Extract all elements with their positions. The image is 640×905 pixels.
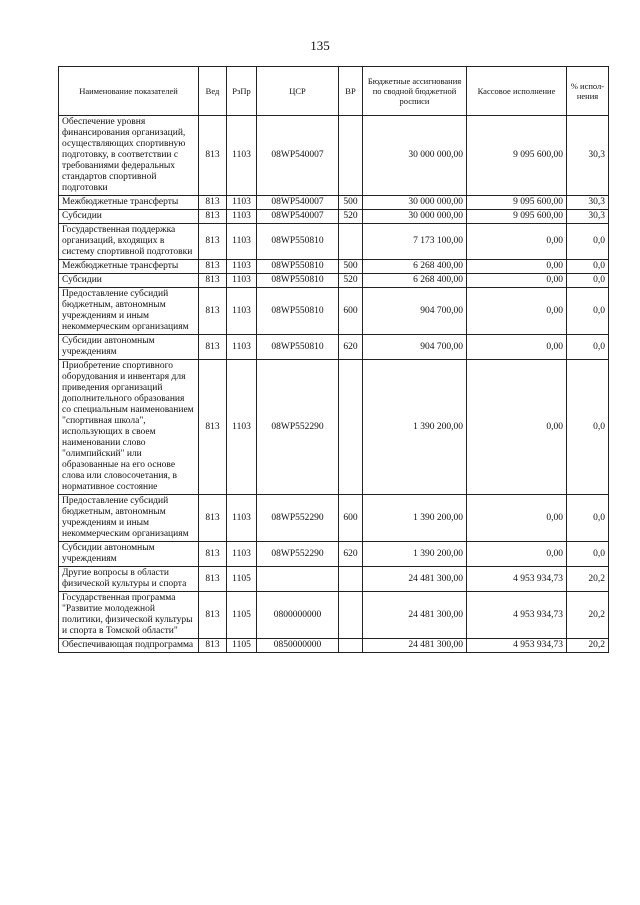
table-row xyxy=(59,224,609,260)
budget-table xyxy=(58,66,609,653)
row-name: Предоставление субсидий бюджетным, автономным учреждениям и иным некоммерческим организациям xyxy=(59,495,199,542)
row-vr: 500 xyxy=(339,260,363,274)
header-ved: Вед xyxy=(199,67,227,116)
table-row xyxy=(59,495,609,542)
table-row xyxy=(59,639,609,653)
row-percent: 0,0 xyxy=(567,288,609,335)
table-body xyxy=(59,116,609,653)
row-ved: 813 xyxy=(199,196,227,210)
row-name: Субсидии автономным учреждениям xyxy=(59,542,199,567)
row-cash-execution: 4 953 934,73 xyxy=(467,639,567,653)
row-vr: 620 xyxy=(339,542,363,567)
table-row xyxy=(59,274,609,288)
row-vr xyxy=(339,567,363,592)
row-csr: 08WP540007 xyxy=(257,210,339,224)
row-percent: 0,0 xyxy=(567,274,609,288)
row-ved: 813 xyxy=(199,335,227,360)
table-row xyxy=(59,542,609,567)
header-vr: ВР xyxy=(339,67,363,116)
row-rzpr: 1105 xyxy=(227,567,257,592)
row-rzpr: 1103 xyxy=(227,335,257,360)
row-percent: 0,0 xyxy=(567,360,609,495)
row-vr xyxy=(339,639,363,653)
row-name: Субсидии автономным учреждениям xyxy=(59,335,199,360)
row-csr: 08WP552290 xyxy=(257,360,339,495)
table-row xyxy=(59,288,609,335)
row-vr: 500 xyxy=(339,196,363,210)
row-name: Обеспечивающая подпрограмма xyxy=(59,639,199,653)
row-rzpr: 1103 xyxy=(227,224,257,260)
row-name: Государственная программа "Развитие молодежной политики, физической культуры и спорта в Томской области" xyxy=(59,592,199,639)
row-assignments: 24 481 300,00 xyxy=(363,567,467,592)
row-vr: 620 xyxy=(339,335,363,360)
row-csr: 08WP540007 xyxy=(257,116,339,196)
row-ved: 813 xyxy=(199,274,227,288)
row-cash-execution: 0,00 xyxy=(467,360,567,495)
row-percent: 20,2 xyxy=(567,592,609,639)
row-name: Государственная поддержка организаций, входящих в систему спортивной подготовки xyxy=(59,224,199,260)
row-percent: 20,2 xyxy=(567,567,609,592)
header-percent: % испол-нения xyxy=(567,67,609,116)
row-rzpr: 1103 xyxy=(227,196,257,210)
row-csr xyxy=(257,567,339,592)
row-vr: 600 xyxy=(339,288,363,335)
row-name: Обеспечение уровня финансирования организаций, осуществляющих спортивную подготовку, в соответствии с требованиями федеральных стандартов спортивной подготовки xyxy=(59,116,199,196)
row-csr: 08WP550810 xyxy=(257,288,339,335)
header-rzpr: РзПр xyxy=(227,67,257,116)
row-percent: 30,3 xyxy=(567,116,609,196)
row-cash-execution: 9 095 600,00 xyxy=(467,116,567,196)
row-rzpr: 1103 xyxy=(227,116,257,196)
row-ved: 813 xyxy=(199,542,227,567)
row-name: Межбюджетные трансферты xyxy=(59,260,199,274)
row-vr xyxy=(339,360,363,495)
row-percent: 30,3 xyxy=(567,210,609,224)
table-header-row xyxy=(59,67,609,116)
row-cash-execution: 4 953 934,73 xyxy=(467,567,567,592)
row-ved: 813 xyxy=(199,224,227,260)
row-assignments: 24 481 300,00 xyxy=(363,592,467,639)
row-cash-execution: 9 095 600,00 xyxy=(467,210,567,224)
row-rzpr: 1103 xyxy=(227,495,257,542)
header-cash-execution: Кассовое исполнение xyxy=(467,67,567,116)
table-row xyxy=(59,360,609,495)
row-cash-execution: 0,00 xyxy=(467,274,567,288)
table-row xyxy=(59,592,609,639)
row-name: Приобретение спортивного оборудования и инвентаря для приведения организаций дополнительного образования со специальным наименованием "спортивная школа", использующих в своем наименовании слово "олимпийский" или образованные на его основе слова или словосочетания, в нормативное состояние xyxy=(59,360,199,495)
table-row xyxy=(59,567,609,592)
table-row xyxy=(59,260,609,274)
row-vr: 520 xyxy=(339,210,363,224)
header-name: Наименование показателей xyxy=(59,67,199,116)
row-assignments: 30 000 000,00 xyxy=(363,210,467,224)
row-ved: 813 xyxy=(199,260,227,274)
row-ved: 813 xyxy=(199,567,227,592)
row-assignments: 1 390 200,00 xyxy=(363,495,467,542)
row-percent: 0,0 xyxy=(567,260,609,274)
row-ved: 813 xyxy=(199,495,227,542)
table-row xyxy=(59,116,609,196)
table-row xyxy=(59,196,609,210)
row-ved: 813 xyxy=(199,639,227,653)
row-rzpr: 1105 xyxy=(227,639,257,653)
row-percent: 0,0 xyxy=(567,495,609,542)
row-ved: 813 xyxy=(199,116,227,196)
row-name: Межбюджетные трансферты xyxy=(59,196,199,210)
row-ved: 813 xyxy=(199,288,227,335)
row-cash-execution: 4 953 934,73 xyxy=(467,592,567,639)
row-percent: 20,2 xyxy=(567,639,609,653)
row-ved: 813 xyxy=(199,210,227,224)
row-csr: 08WP552290 xyxy=(257,542,339,567)
row-vr: 520 xyxy=(339,274,363,288)
header-assignments: Бюджетные ассигнования по сводной бюджетной росписи xyxy=(363,67,467,116)
row-name: Субсидии xyxy=(59,274,199,288)
table-row xyxy=(59,335,609,360)
row-cash-execution: 0,00 xyxy=(467,260,567,274)
row-csr: 08WP540007 xyxy=(257,196,339,210)
row-rzpr: 1105 xyxy=(227,592,257,639)
row-rzpr: 1103 xyxy=(227,274,257,288)
page-number: 135 xyxy=(310,38,330,53)
row-rzpr: 1103 xyxy=(227,260,257,274)
row-assignments: 6 268 400,00 xyxy=(363,260,467,274)
row-cash-execution: 9 095 600,00 xyxy=(467,196,567,210)
row-assignments: 6 268 400,00 xyxy=(363,274,467,288)
row-csr: 0850000000 xyxy=(257,639,339,653)
row-assignments: 1 390 200,00 xyxy=(363,360,467,495)
row-csr: 08WP550810 xyxy=(257,274,339,288)
row-csr: 08WP550810 xyxy=(257,224,339,260)
row-ved: 813 xyxy=(199,360,227,495)
row-rzpr: 1103 xyxy=(227,288,257,335)
row-cash-execution: 0,00 xyxy=(467,542,567,567)
row-rzpr: 1103 xyxy=(227,210,257,224)
row-assignments: 904 700,00 xyxy=(363,335,467,360)
row-vr: 600 xyxy=(339,495,363,542)
row-ved: 813 xyxy=(199,592,227,639)
row-csr: 08WP552290 xyxy=(257,495,339,542)
row-vr xyxy=(339,592,363,639)
row-rzpr: 1103 xyxy=(227,542,257,567)
row-assignments: 7 173 100,00 xyxy=(363,224,467,260)
row-name: Предоставление субсидий бюджетным, автономным учреждениям и иным некоммерческим организациям xyxy=(59,288,199,335)
row-csr: 08WP550810 xyxy=(257,335,339,360)
row-cash-execution: 0,00 xyxy=(467,224,567,260)
row-cash-execution: 0,00 xyxy=(467,335,567,360)
row-assignments: 904 700,00 xyxy=(363,288,467,335)
table-row xyxy=(59,210,609,224)
row-percent: 0,0 xyxy=(567,335,609,360)
header-csr: ЦСР xyxy=(257,67,339,116)
row-csr: 08WP550810 xyxy=(257,260,339,274)
row-assignments: 24 481 300,00 xyxy=(363,639,467,653)
row-assignments: 1 390 200,00 xyxy=(363,542,467,567)
row-cash-execution: 0,00 xyxy=(467,288,567,335)
row-name: Субсидии xyxy=(59,210,199,224)
row-percent: 0,0 xyxy=(567,542,609,567)
row-cash-execution: 0,00 xyxy=(467,495,567,542)
row-assignments: 30 000 000,00 xyxy=(363,116,467,196)
row-percent: 30,3 xyxy=(567,196,609,210)
row-name: Другие вопросы в области физической культуры и спорта xyxy=(59,567,199,592)
row-csr: 0800000000 xyxy=(257,592,339,639)
row-rzpr: 1103 xyxy=(227,360,257,495)
row-vr xyxy=(339,224,363,260)
row-percent: 0,0 xyxy=(567,224,609,260)
row-assignments: 30 000 000,00 xyxy=(363,196,467,210)
row-vr xyxy=(339,116,363,196)
